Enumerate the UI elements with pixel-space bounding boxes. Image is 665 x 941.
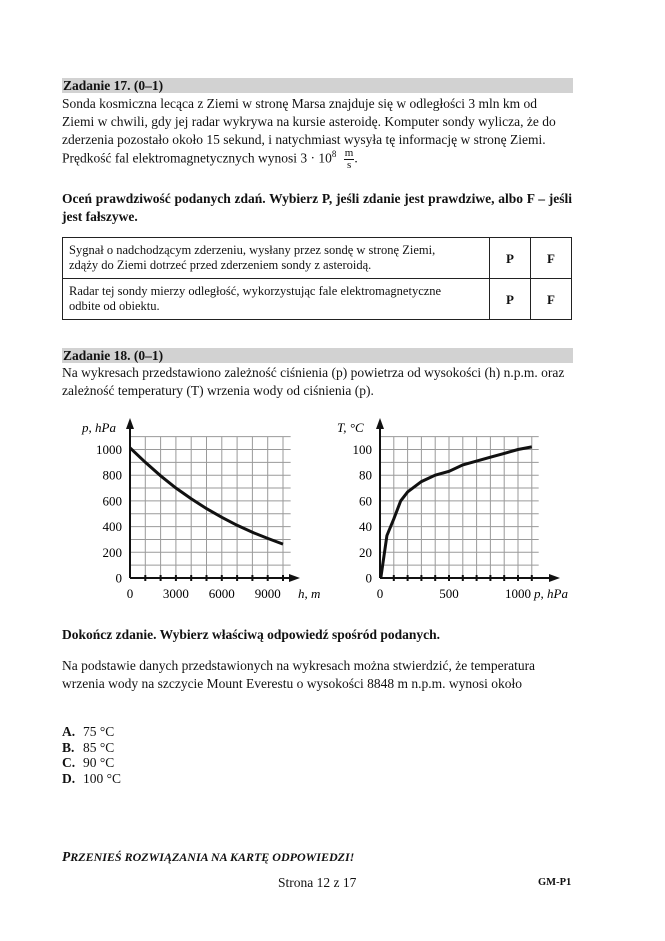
svg-text:60: 60 — [359, 493, 372, 509]
svg-text:100: 100 — [352, 442, 372, 457]
task17-intro-line1: Sonda kosmiczna lecąca z Ziemi w stronę Marsa znajduje się w odległości 3 mln km od — [62, 96, 537, 111]
svg-text:800: 800 — [102, 467, 122, 483]
svg-text:0: 0 — [115, 570, 122, 586]
task17-intro — [62, 95, 572, 149]
speed-exponent: 8 — [331, 149, 337, 160]
true-false-table — [62, 237, 572, 320]
answer-letter: C. — [62, 755, 76, 770]
task18-question-line2: wrzenia wody na szczycie Mount Everestu o wysokości 8848 m n.p.m. wynosi około — [62, 676, 523, 691]
answer-letter: B. — [62, 739, 75, 755]
answer-text: 90 °C — [83, 755, 115, 770]
task18-header: Zadanie 18. (0–1) — [62, 348, 573, 363]
answer-letter: D. — [62, 770, 76, 786]
chart2-grid — [380, 437, 539, 581]
boiling-curve — [381, 447, 532, 578]
statement-1-line2: zdąży do Ziemi dotrzeć przed zderzeniem sondy z asteroidą. — [69, 258, 372, 272]
statement-1-line1: Sygnał o nadchodzącym zderzeniu, wysłany przez sondę w stronę Ziemi, — [69, 243, 436, 257]
task17-header: Zadanie 17. (0–1) — [62, 78, 573, 93]
svg-text:200: 200 — [102, 544, 122, 560]
answer-option-a[interactable] — [62, 724, 121, 740]
statement-1 — [63, 238, 490, 279]
speed-unit-numerator: m — [344, 147, 354, 159]
svg-text:9000: 9000 — [254, 586, 281, 601]
answer-option-d[interactable] — [62, 771, 121, 787]
statement-1-false-option[interactable]: F — [531, 238, 572, 279]
pressure-altitude-chart — [60, 410, 340, 610]
answer-option-c[interactable] — [62, 755, 121, 771]
svg-text:0: 0 — [376, 586, 384, 601]
task18-intro-line2: zależność temperatury (T) wrzenia wody od ciśnienia (p). — [62, 383, 374, 398]
answer-letter: A. — [62, 724, 76, 739]
svg-text:40: 40 — [359, 519, 372, 535]
svg-text:400: 400 — [102, 519, 122, 535]
svg-text:0: 0 — [365, 570, 372, 586]
note-initial: P — [62, 849, 71, 864]
task17-speed-line — [62, 148, 358, 171]
answer-option-b[interactable] — [62, 740, 121, 756]
answer-text: 85 °C — [83, 739, 115, 755]
statement-2-line1: Radar tej sondy mierzy odległość, wykorzystując fale elektromagnetyczne — [69, 284, 442, 298]
svg-text:1000: 1000 — [505, 586, 531, 601]
answer-options — [62, 724, 121, 786]
exam-code: GM-P1 — [538, 877, 572, 888]
speed-unit-denominator: s — [346, 159, 352, 171]
boiling-temp-pressure-chart — [320, 410, 600, 610]
statement-1-true-option[interactable]: P — [490, 238, 531, 279]
table-row — [63, 279, 572, 320]
task18-question — [62, 657, 572, 693]
svg-text:0: 0 — [126, 586, 134, 601]
task17-intro-line2: Ziemi w chwili, gdy jej radar wykrywa na kursie asteroidę. Komputer sondy wylicza, że do — [62, 114, 556, 129]
table-row — [63, 238, 572, 279]
page-number: Strona 12 z 17 — [278, 875, 357, 890]
task18-question-line1: Na podstawie danych przedstawionych na wykresach można stwierdzić, że temperatura — [62, 658, 536, 673]
answer-text: 100 °C — [83, 770, 122, 786]
chart1-ylabel: p, hPa — [82, 420, 116, 435]
svg-text:p, hPa — [81, 420, 116, 435]
task18-instruction: Dokończ zdanie. Wybierz właściwą odpowiedź spośród podanych. — [62, 627, 441, 642]
speed-unit-fraction — [344, 147, 358, 171]
task18-intro — [62, 364, 572, 400]
svg-text:1000: 1000 — [96, 442, 122, 457]
speed-text: Prędkość fal elektromagnetycznych wynosi 3 · 10 — [62, 150, 332, 166]
svg-text:500: 500 — [439, 586, 459, 601]
svg-text:20: 20 — [359, 544, 372, 560]
svg-text:6000: 6000 — [208, 586, 235, 601]
speed-period: . — [354, 150, 358, 166]
statement-2-line2: odbite od obiektu. — [69, 299, 160, 313]
svg-text:3000: 3000 — [162, 586, 189, 601]
chart2-xlabel: p, hPa — [534, 586, 568, 601]
chart2-ylabel: T, °C — [337, 420, 364, 435]
chart1-grid — [130, 437, 291, 581]
answer-text: 75 °C — [83, 724, 115, 739]
chart1-xlabel: h, m — [298, 586, 321, 601]
svg-text:80: 80 — [359, 467, 372, 483]
note-rest: RZENIEŚ ROZWIĄZANIA NA KARTĘ ODPOWIEDZI! — [70, 850, 355, 864]
transfer-answers-note — [62, 849, 354, 865]
statement-2-true-option[interactable]: P — [490, 279, 531, 320]
statement-2-false-option[interactable]: F — [531, 279, 572, 320]
statement-2 — [63, 279, 490, 320]
task17-instruction: Oceń prawdziwość podanych zdań. Wybierz P, jeśli zdanie jest prawdziwe, albo F – jeśli jest fałszywe. — [62, 191, 572, 224]
task17-intro-line3: zderzenia pozostało około 15 sekund, i natychmiast wysyła tę informację w stronę Ziemi. — [62, 132, 546, 147]
svg-text:600: 600 — [102, 493, 122, 509]
task18-intro-line1: Na wykresach przedstawiono zależność ciśnienia (p) powietrza od wysokości (h) n.p.m. oraz — [62, 365, 565, 380]
